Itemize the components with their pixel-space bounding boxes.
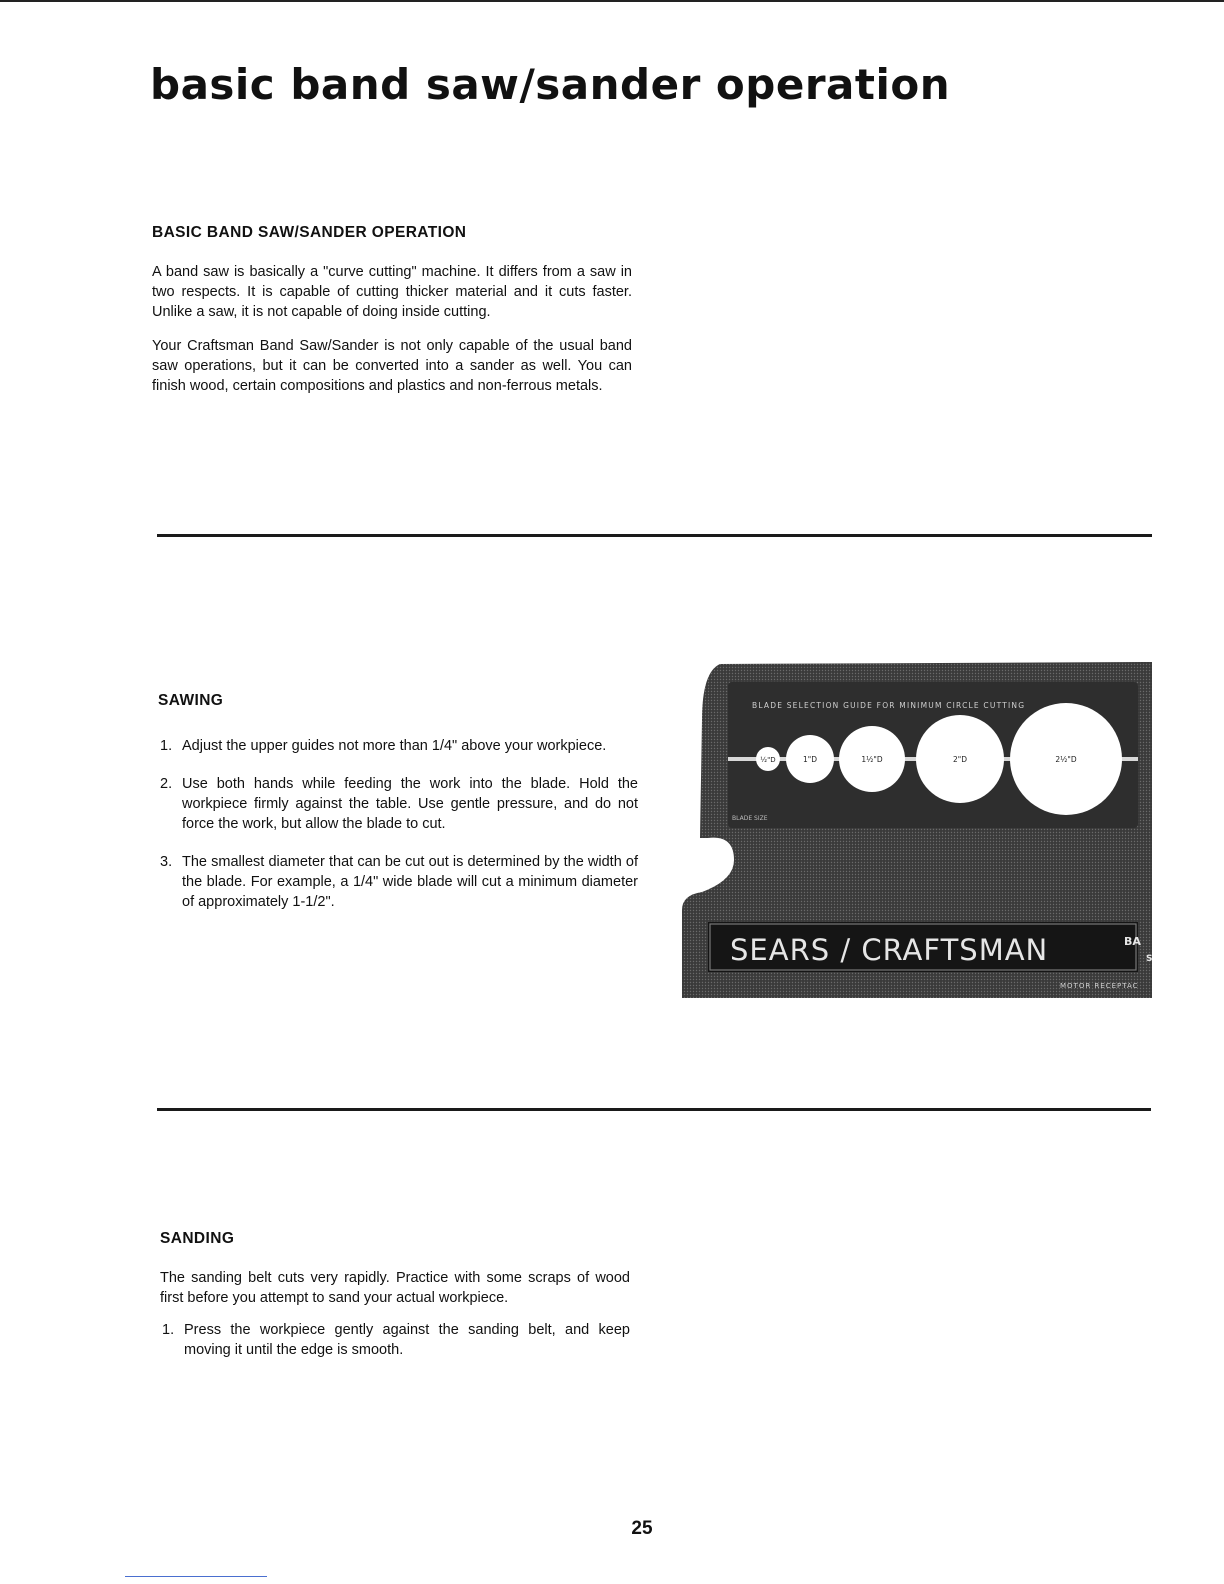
guide-title: BLADE SELECTION GUIDE FOR MINIMUM CIRCLE CUTTING bbox=[752, 701, 1026, 710]
sanding-steps bbox=[160, 1320, 630, 1360]
motor-label: MOTOR RECEPTAC bbox=[1060, 982, 1139, 990]
step-number: 1. bbox=[160, 738, 173, 754]
intro-paragraph: Your Craftsman Band Saw/Sander is not only capable of the usual band saw operations, but it can be converted into a sander as well. You can finish wood, certain compositions and plastics and non-ferrous metals. bbox=[152, 338, 632, 394]
circle-label: 1½"D bbox=[861, 755, 883, 764]
list-item bbox=[158, 852, 638, 912]
top-border-rule bbox=[0, 0, 1224, 2]
list-item bbox=[160, 1320, 630, 1360]
step-text: Adjust the upper guides not more than 1/4" above your workpiece. bbox=[182, 738, 607, 754]
bottom-underline bbox=[125, 1576, 267, 1577]
intro-heading: BASIC BAND SAW/SANDER OPERATION bbox=[152, 224, 467, 241]
intro-section bbox=[152, 224, 632, 410]
sanding-paragraph: The sanding belt cuts very rapidly. Practice with some scraps of wood first before you attempt to sand your actual workpiece. bbox=[160, 1270, 630, 1306]
sawing-heading: SAWING bbox=[158, 692, 224, 709]
circle-label: ½"D bbox=[760, 756, 776, 764]
circle-label: 2"D bbox=[953, 755, 967, 764]
page-title: basic band saw/sander operation bbox=[150, 60, 951, 109]
sawing-section bbox=[158, 692, 638, 930]
step-number: 3. bbox=[160, 854, 173, 870]
list-item bbox=[158, 774, 638, 834]
blade-size-label: BLADE SIZE bbox=[732, 815, 768, 822]
brand-logo-text: SEARS / CRAFTSMAN bbox=[730, 933, 1049, 967]
blade-selection-panel-figure bbox=[680, 660, 1152, 998]
brand-suffix: S bbox=[1146, 954, 1152, 964]
step-text: Press the workpiece gently against the sanding belt, and keep moving it until the edge is smooth. bbox=[184, 1322, 630, 1358]
list-item bbox=[158, 736, 638, 756]
sanding-heading: SANDING bbox=[160, 1230, 235, 1247]
circle-label: 2½"D bbox=[1055, 755, 1077, 764]
step-number: 2. bbox=[160, 776, 173, 792]
sawing-steps bbox=[158, 736, 638, 912]
brand-suffix: BA bbox=[1124, 935, 1141, 948]
circle-label: 1"D bbox=[803, 755, 817, 764]
intro-paragraph: A band saw is basically a "curve cutting" machine. It differs from a saw in two respects. It is capable of cutting thicker material and it cuts faster. Unlike a saw, it is not capable of doing inside cutting. bbox=[152, 264, 632, 320]
step-text: Use both hands while feeding the work into the blade. Hold the workpiece firmly against the table. Use gentle pressure, and do not force the work, but allow the blade to cut. bbox=[182, 776, 638, 832]
sanding-section bbox=[160, 1230, 630, 1378]
page-number: 25 bbox=[631, 1518, 653, 1539]
section-divider bbox=[157, 1108, 1151, 1111]
section-divider bbox=[157, 534, 1152, 537]
step-text: The smallest diameter that can be cut out is determined by the width of the blade. For example, a 1/4" wide blade will cut a minimum diameter of approximately 1-1/2". bbox=[182, 854, 638, 910]
step-number: 1. bbox=[162, 1322, 175, 1338]
